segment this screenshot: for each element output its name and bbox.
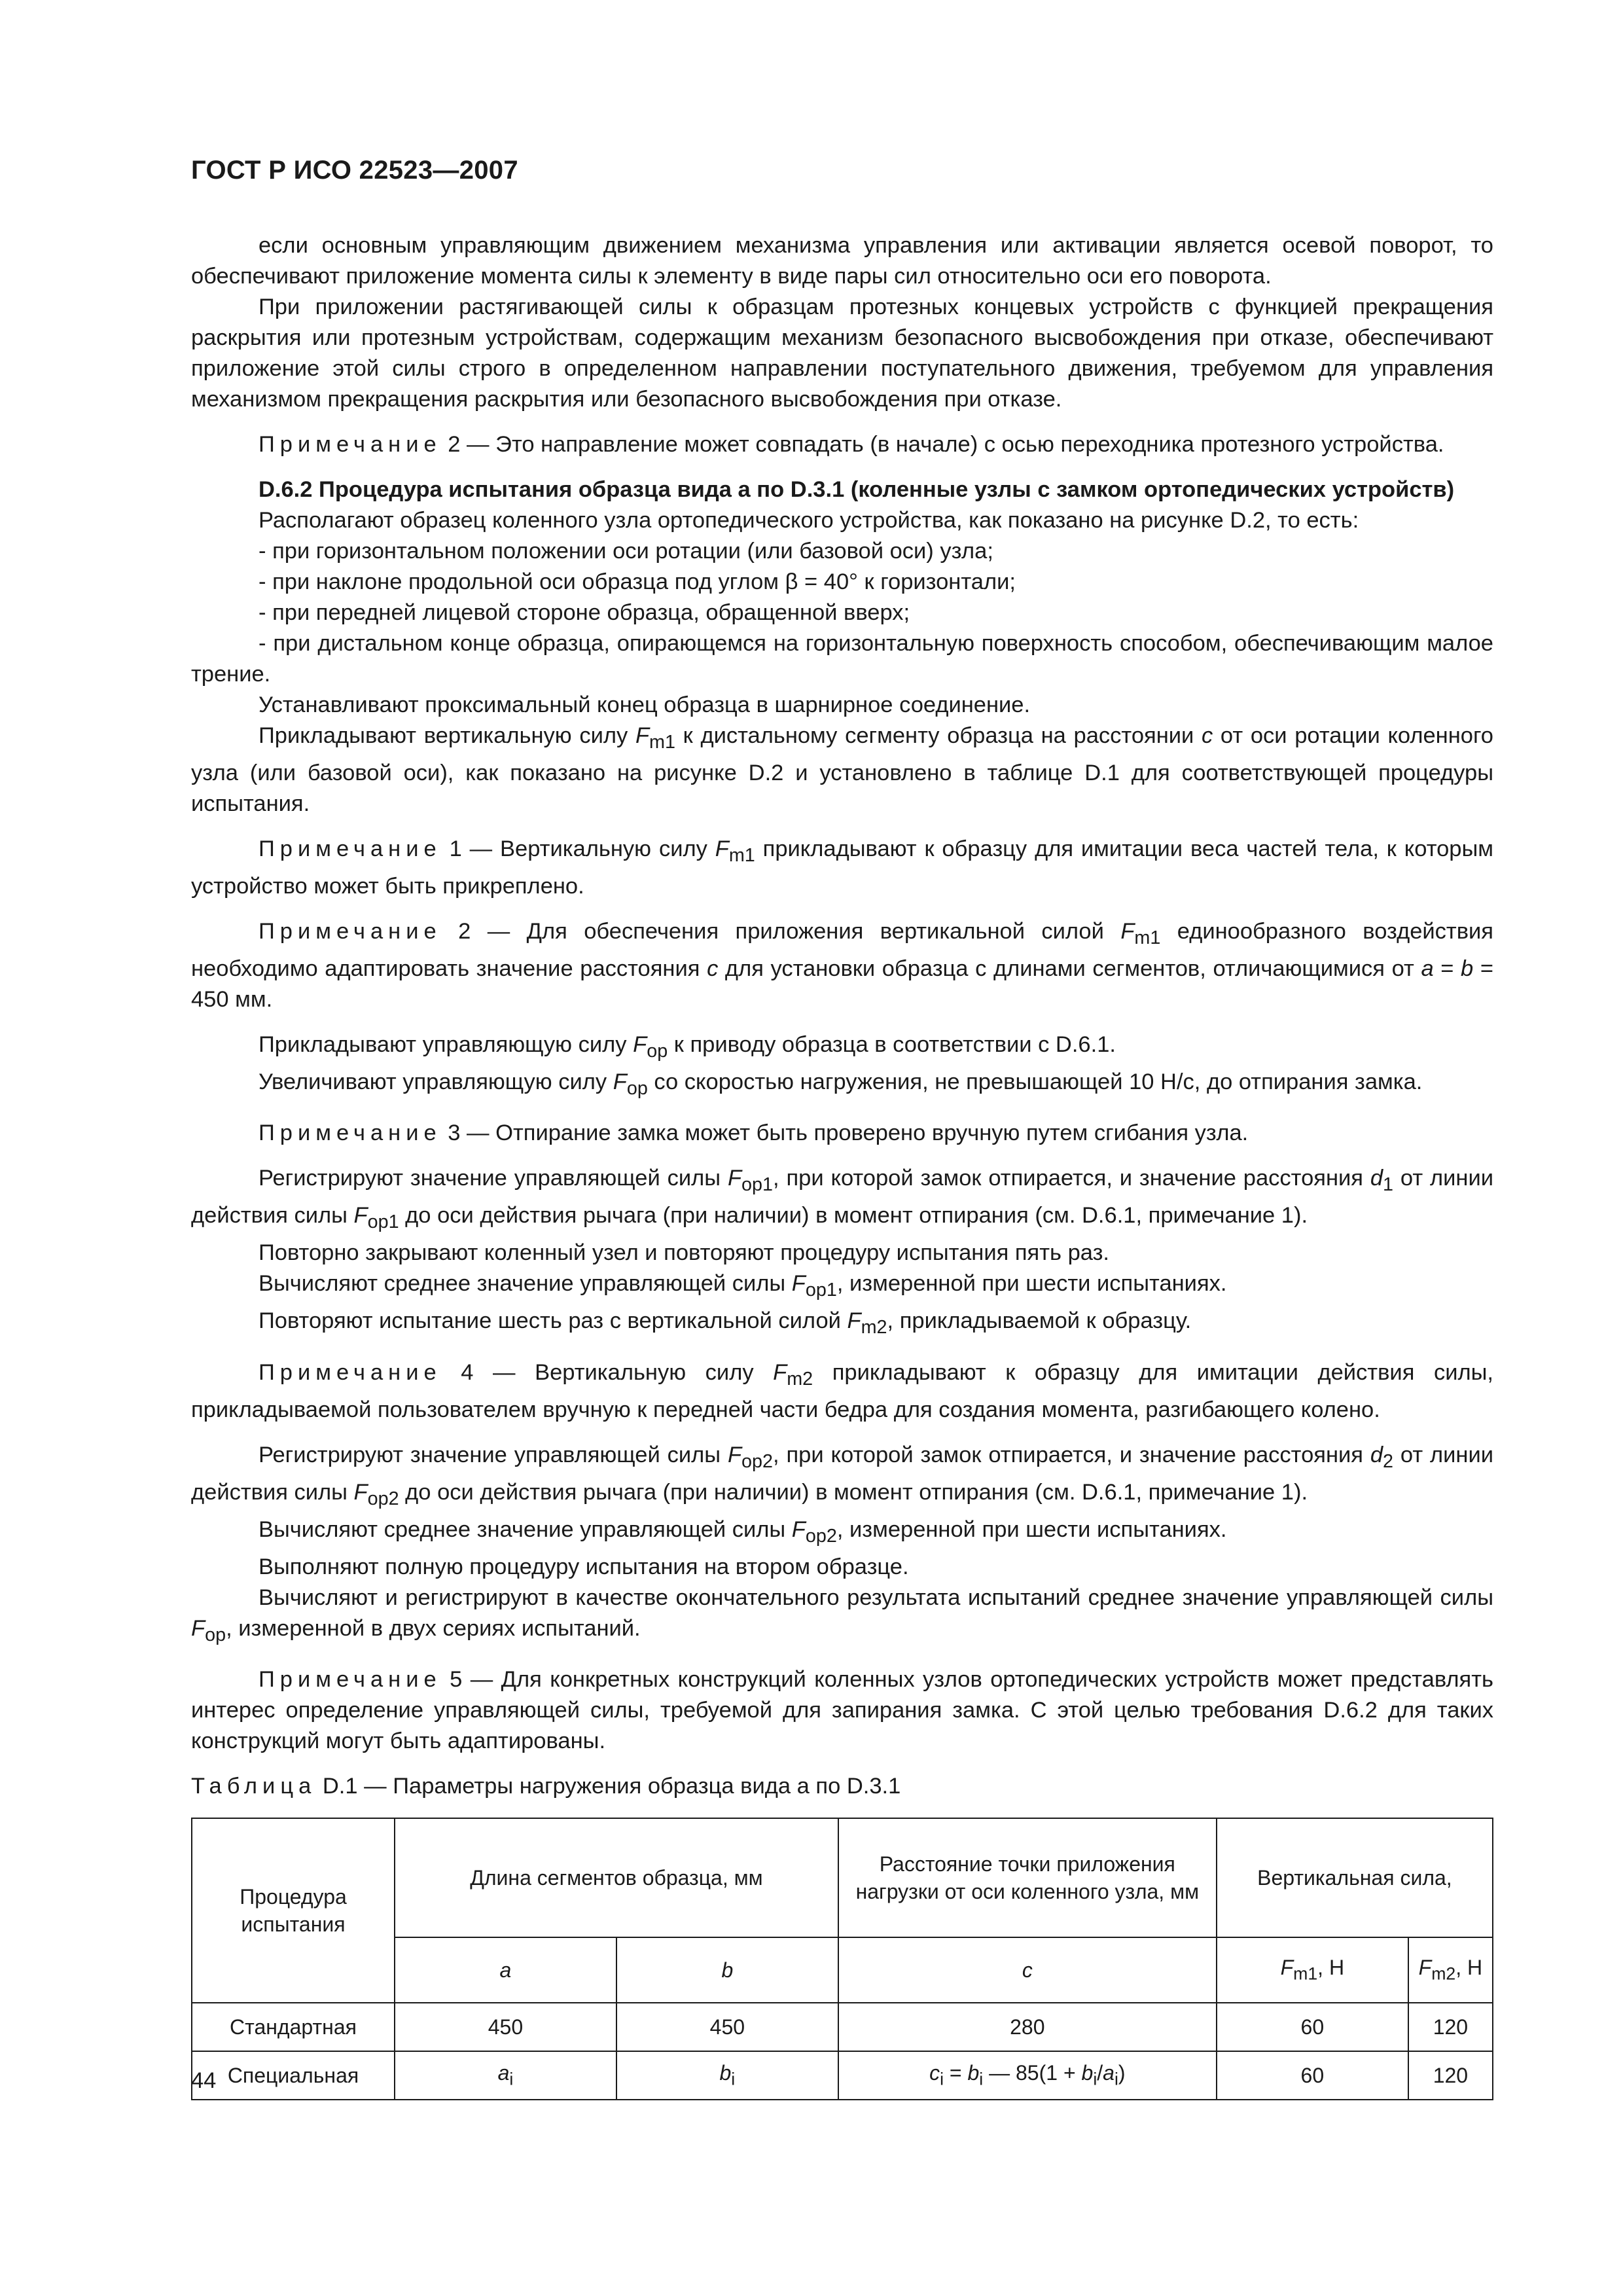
paragraph: Располагают образец коленного узла ортопедического устройства, как показано на рисунке D.2, то есть: bbox=[259, 508, 1359, 533]
note: Примечание 2 — Это направление может совпадать (в начале) с осью переходника протезного устройства. bbox=[259, 432, 1444, 457]
table-subheader-fm2: $F_{m2}$, Н bbox=[1408, 1937, 1493, 2003]
paragraph: Прикладывают управляющую силу $F_{op}$ к приводу образца в соответствии с D.6.1. bbox=[259, 1031, 1116, 1062]
table-subheader-a: a bbox=[395, 1937, 616, 2003]
table-row bbox=[192, 2051, 1493, 2100]
table-subheader-c: c bbox=[838, 1937, 1217, 2003]
table-cell: 120 bbox=[1408, 2003, 1493, 2051]
table-cell: 120 bbox=[1408, 2051, 1493, 2100]
document-header: ГОСТ Р ИСО 22523—2007 bbox=[191, 156, 518, 185]
paragraph: Увеличивают управляющую силу $F_{op}$ со скоростью нагружения, не превышающей 10 Н/с, до отпирания замка. bbox=[259, 1069, 1423, 1099]
page-content bbox=[191, 230, 1493, 2100]
table-subheader-fm1: $F_{m1}$, Н bbox=[1217, 1937, 1408, 2003]
table-caption: Таблица D.1 — Параметры нагружения образца вида а по D.3.1 bbox=[191, 1774, 901, 1799]
list-item: - при горизонтальном положении оси ротации (или базовой оси) узла; bbox=[259, 539, 993, 564]
paragraph: Повторяют испытание шесть раз с вертикальной силой $F_{m2}$, прикладываемой к образцу. bbox=[259, 1308, 1192, 1338]
table-cell: $a_i$ bbox=[395, 2051, 616, 2100]
note: Примечание 5 — Для конкретных конструкций коленных узлов ортопедических устройств может представлять интерес определение управляющей силы, требуемой для запирания замка. С этой целью требования D.6.2 для таких конструкций могут быть адаптированы. bbox=[191, 1667, 1493, 1754]
paragraph: При приложении растягивающей силы к образцам протезных концевых устройств с функцией прекращения раскрытия или протезным устройствам, содержащим механизм безопасного высвобождения при отказе, обеспечивают приложение этой силы строго в определенном направлении поступательного движения, требуемом для управления механизмом прекращения раскрытия или безопасного высвобождения при отказе. bbox=[191, 295, 1493, 412]
note: Примечание 2 — Для обеспечения приложения вертикальной силой $F_{m1}$ единообразного воздействия необходимо адаптировать значение расстояния c для установки образца с длинами сегментов, отличающимися от a = b = 450 мм. bbox=[191, 918, 1494, 1012]
table-header-distance: Расстояние точки приложения нагрузки от оси коленного узла, мм bbox=[838, 1818, 1217, 1937]
list-item: - при передней лицевой стороне образца, обращенной вверх; bbox=[259, 600, 910, 625]
table-cell: 280 bbox=[838, 2003, 1217, 2051]
paragraph: Регистрируют значение управляющей силы $F_{op1}$, при которой замок отпирается, и значение расстояния $d_1$ от линии действия силы $F_{op1}$ до оси действия рычага (при наличии) в момент отпирания (см. D.6.1, примечание 1). bbox=[191, 1166, 1493, 1233]
list-item: - при дистальном конце образца, опирающемся на горизонтальную поверхность способом, обеспечивающим малое трение. bbox=[191, 631, 1493, 687]
paragraph: если основным управляющим движением механизма управления или активации является осевой поворот, то обеспечивают приложение момента силы к элементу в виде пары сил относительно оси его поворота. bbox=[191, 233, 1493, 289]
table-cell: 60 bbox=[1217, 2051, 1408, 2100]
table-row bbox=[192, 2003, 1493, 2051]
paragraph: Вычисляют и регистрируют в качестве окончательного результата испытаний среднее значение управляющей силы $F_{op}$, измеренной в двух сериях испытаний. bbox=[191, 1585, 1493, 1645]
list-item: - при наклоне продольной оси образца под углом β = 40° к горизонтали; bbox=[259, 569, 1016, 594]
parameters-table bbox=[191, 1818, 1493, 2100]
table-cell: 450 bbox=[395, 2003, 616, 2051]
paragraph: Устанавливают проксимальный конец образца в шарнирное соединение. bbox=[259, 692, 1031, 717]
paragraph: Регистрируют значение управляющей силы $F_{op2}$, при которой замок отпирается, и значение расстояния $d_2$ от линии действия силы $F_{op2}$ до оси действия рычага (при наличии) в момент отпирания (см. D.6.1, примечание 1). bbox=[191, 1442, 1493, 1509]
section-heading: D.6.2 Процедура испытания образца вида а по D.3.1 (коленные узлы с замком ортопедических устройств) bbox=[259, 477, 1455, 502]
table-cell: $b_i$ bbox=[616, 2051, 838, 2100]
paragraph: Повторно закрывают коленный узел и повторяют процедуру испытания пять раз. bbox=[259, 1240, 1109, 1266]
table-cell: Специальная bbox=[192, 2051, 395, 2100]
table-cell-formula: $c_i = b_i$ — $85(1 + b_i/a_i)$ bbox=[838, 2051, 1217, 2100]
page-number: 44 bbox=[191, 2068, 217, 2093]
table-header-lengths: Длина сегментов образца, мм bbox=[395, 1818, 838, 1937]
paragraph: Прикладывают вертикальную силу $F_{m1}$ к дистальному сегменту образца на расстоянии c от оси ротации коленного узла (или базовой оси), как показано на рисунке D.2 и установлено в таблице D.1 для соответствующей процедуры испытания. bbox=[191, 723, 1493, 816]
table-header-procedure: Процедура испытания bbox=[192, 1818, 395, 2003]
paragraph: Вычисляют среднее значение управляющей силы $F_{op2}$, измеренной при шести испытаниях. bbox=[259, 1516, 1227, 1547]
note: Примечание 4 — Вертикальную силу $F_{m2}$ прикладывают к образцу для имитации действия силы, прикладываемой пользователем вручную к передней части бедра для создания момента, разгибающего колено. bbox=[191, 1360, 1493, 1422]
note: Примечание 3 — Отпирание замка может быть проверено вручную путем сгибания узла. bbox=[259, 1121, 1249, 1146]
paragraph: Выполняют полную процедуру испытания на втором образце. bbox=[259, 1554, 909, 1579]
table-cell: 60 bbox=[1217, 2003, 1408, 2051]
paragraph: Вычисляют среднее значение управляющей силы $F_{op1}$, измеренной при шести испытаниях. bbox=[259, 1271, 1227, 1301]
note: Примечание 1 — Вертикальную силу $F_{m1}$ прикладывают к образцу для имитации веса частей тела, к которым устройство может быть прикреплено. bbox=[191, 836, 1493, 899]
table-cell: Стандартная bbox=[192, 2003, 395, 2051]
table-cell: 450 bbox=[616, 2003, 838, 2051]
table-subheader-b: b bbox=[616, 1937, 838, 2003]
table-header-force: Вертикальная сила, bbox=[1217, 1818, 1493, 1937]
note-label: Примечание bbox=[259, 432, 442, 457]
